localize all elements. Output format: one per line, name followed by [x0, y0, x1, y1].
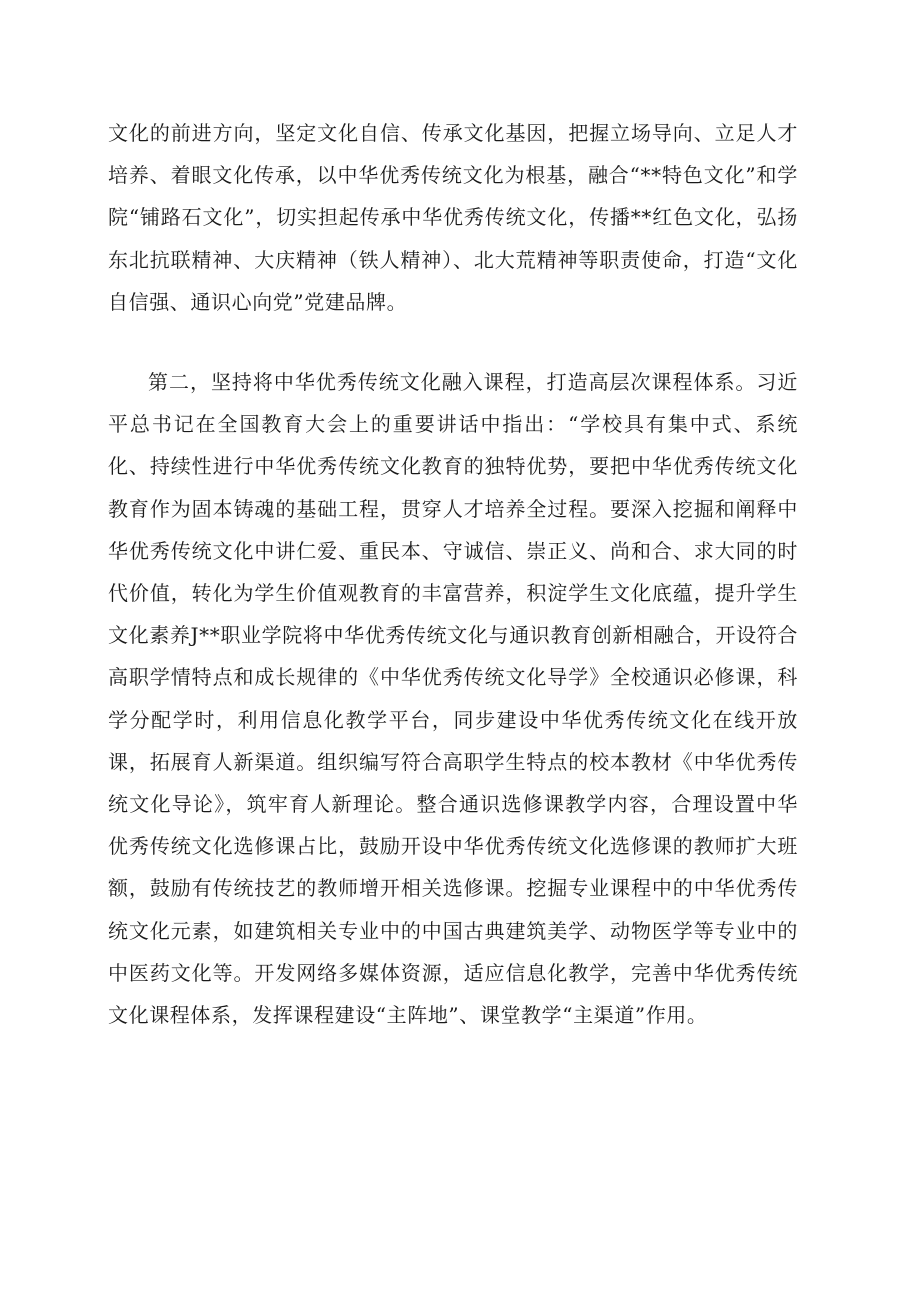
paragraph-second-point: 第二，坚持将中华优秀传统文化融入课程，打造高层次课程体系。习近平总书记在全国教育大会上的重要讲话中指出：“学校具有集中式、系统化、持续性进行中华优秀传统文化教育的独特优势，要把中华优秀传统文化教育作为固本铸魂的基础工程，贯穿人才培养全过程。要深入挖掘和阐释中华优秀传统文化中讲仁爱、重民本、守诚信、崇正义、尚和合、求大同的时代价值，转化为学生价值观教育的丰富营养，积淀学生文化底蕴，提升学生文化素养J**职业学院将中华优秀传统文化与通识教育创新相融合，开设符合高职学情特点和成长规律的《中华优秀传统文化导学》全校通识必修课，科学分配学时，利用信息化教学平台，同步建设中华优秀传统文化在线开放课，拓展育人新渠道。组织编写符合高职学生特点的校本教材《中华优秀传统文化导论》，筑牢育人新理论。整合通识选修课教学内容，合理设置中华优秀传统文化选修课占比，鼓励开设中华优秀传统文化选修课的教师扩大班额，鼓励有传统技艺的教师增开相关选修课。挖掘专业课程中的中华优秀传统文化元素，如建筑相关专业中的中国古典建筑美学、动物医学等专业中的中医药文化等。开发网络多媒体资源，适应信息化教学，完善中华优秀传统文化课程体系，发挥课程建设“主阵地”、课堂教学“主渠道”作用。	[108, 370, 798, 1028]
paragraph-continuation: 文化的前进方向，坚定文化自信、传承文化基因，把握立场导向、立足人才培养、着眼文化传承，以中华优秀传统文化为根基，融合“**特色文化”和学院“铺路石文化”，切实担起传承中华优秀传统文化，传播**红色文化，弘扬东北抗联精神、大庆精神（铁人精神）、北大荒精神等职责使命，打造“文化自信强、通识心向党”党建品牌。	[108, 121, 798, 314]
document-body	[108, 112, 798, 1036]
